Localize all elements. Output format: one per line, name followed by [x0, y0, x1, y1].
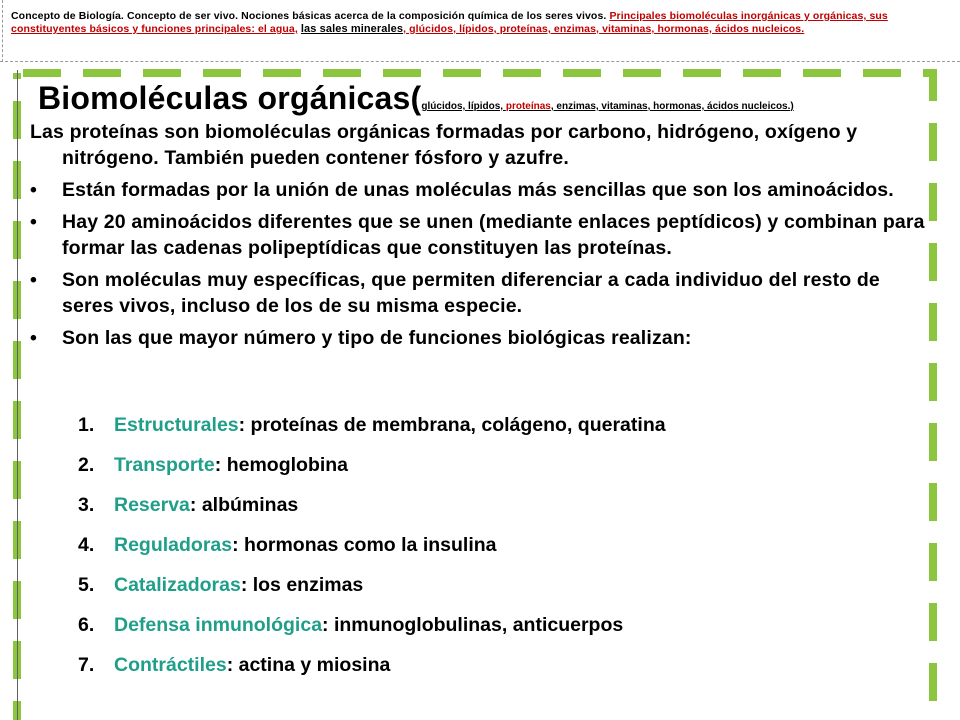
function-term: Defensa inmunológica	[114, 614, 323, 636]
function-description: : proteínas de membrana, colágeno, queratina	[238, 414, 666, 436]
breadcrumb-left-rule	[2, 0, 3, 62]
breadcrumb-text: Concepto de Biología. Concepto de ser vivo. Nociones básicas acerca de la composición química de los seres vivos.	[11, 10, 607, 22]
bullet-item	[30, 177, 930, 203]
function-term: Estructurales	[114, 414, 239, 436]
function-description: : albúminas	[189, 494, 299, 516]
function-item	[78, 572, 898, 612]
function-item	[78, 492, 898, 532]
title-sub-c: , enzimas, vitaminas, hormonas, ácidos nucleicos.)	[550, 101, 794, 112]
bullet-text: Son moléculas muy específicas, que permiten diferenciar a cada individuo del resto de seres vivos, incluso de los de su misma especie.	[62, 269, 880, 317]
title-main: Biomoléculas orgánicas(	[38, 80, 422, 116]
function-number: 2.	[78, 454, 95, 476]
bullet-item	[30, 267, 930, 319]
bullet-item	[30, 325, 930, 351]
title-sub-highlight: proteínas	[505, 101, 551, 112]
function-number: 7.	[78, 654, 95, 676]
breadcrumb-link-mineral-salts[interactable]: las sales minerales	[300, 23, 404, 35]
function-number: 4.	[78, 534, 95, 556]
bullet-text: Son las que mayor número y tipo de funciones biológicas realizan:	[62, 327, 692, 349]
breadcrumb	[11, 10, 946, 36]
function-description: : hemoglobina	[214, 454, 349, 476]
left-divider	[17, 70, 18, 720]
bullet-icon: •	[30, 179, 37, 201]
breadcrumb-link-organic-molecules[interactable]: , glúcidos, lípidos, proteínas, enzimas, vitaminas, hormonas, ácidos nucleicos.	[403, 23, 805, 35]
function-description: : inmunoglobulinas, anticuerpos	[322, 614, 624, 636]
title-subtitle	[421, 101, 793, 112]
function-item	[78, 452, 898, 492]
function-number: 1.	[78, 414, 95, 436]
function-item	[78, 612, 898, 652]
bullet-icon: •	[30, 269, 37, 291]
bullet-icon: •	[30, 211, 37, 233]
function-item	[78, 652, 898, 692]
function-number: 6.	[78, 614, 95, 636]
title-sub-a: glúcidos, lípidos,	[421, 101, 506, 112]
function-term: Reserva	[114, 494, 190, 516]
function-description: : hormonas como la insulina	[232, 534, 497, 556]
intro-paragraph: Las proteínas son biomoléculas orgánicas formadas por carbono, hidrógeno, oxígeno y nitrógeno. También pueden contener fósforo y azufre.	[30, 121, 858, 169]
function-item	[78, 532, 898, 572]
bullet-item	[30, 209, 930, 261]
function-term: Contráctiles	[114, 654, 227, 676]
function-description: : actina y miosina	[226, 654, 391, 676]
function-term: Catalizadoras	[114, 574, 241, 596]
breadcrumb-link-biomolecules[interactable]: Principales biomoléculas inorgánicas y orgánicas, sus constituyentes básicos y funciones principales: el agua,	[11, 10, 888, 35]
bullet-text: Están formadas por la unión de unas moléculas más sencillas que son los aminoácidos.	[62, 179, 894, 201]
function-item	[78, 412, 898, 452]
bullet-icon: •	[30, 327, 37, 349]
breadcrumb-bar	[0, 0, 960, 62]
function-term: Transporte	[114, 454, 215, 476]
slide-title	[38, 80, 794, 117]
bullet-text: Hay 20 aminoácidos diferentes que se unen (mediante enlaces peptídicos) y combinan para formar las cadenas polipeptídicas que constituyen las proteínas.	[62, 211, 925, 259]
function-description: : los enzimas	[240, 574, 364, 596]
functions-list	[78, 412, 898, 692]
function-term: Reguladoras	[114, 534, 233, 556]
function-number: 5.	[78, 574, 95, 596]
function-number: 3.	[78, 494, 95, 516]
body-text	[30, 119, 930, 351]
